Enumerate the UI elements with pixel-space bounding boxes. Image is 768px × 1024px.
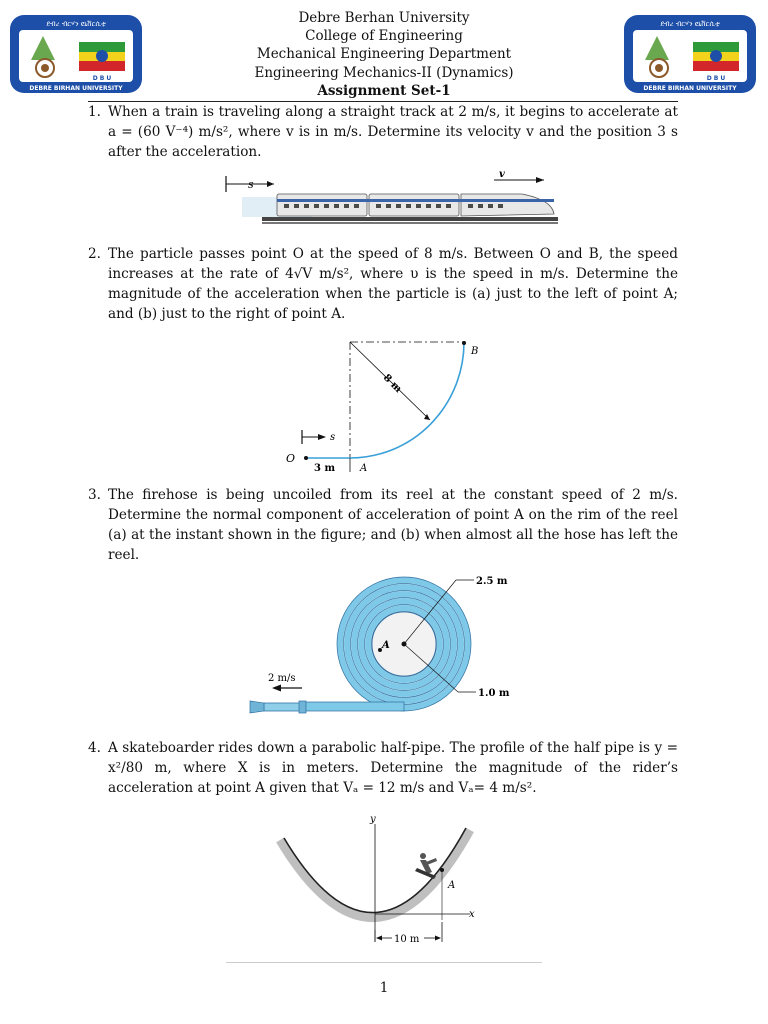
svg-text:v: v (499, 170, 505, 180)
svg-text:D B U: D B U (706, 75, 726, 82)
university-name: Debre Berhan University (298, 10, 470, 26)
problem-text: When a train is traveling along a straight track at 2 m/s, it begins to accelerate at a = (60 V⁻⁴) m/s², where v is in m/s. Determine its velocity v and the position 3 s after the acceleration. (108, 104, 678, 160)
half-pipe-figure (276, 810, 486, 950)
problem-number: 4. (88, 740, 101, 756)
problem-4 (88, 738, 678, 798)
svg-text:DEBRE BIRHAN UNIVERSITY: DEBRE BIRHAN UNIVERSITY (29, 85, 123, 92)
svg-text:y: y (370, 814, 376, 825)
svg-text:2.5 m: 2.5 m (476, 576, 508, 587)
assignment-title: Assignment Set-1 (317, 82, 451, 99)
problem-text: The firehose is being uncoiled from its reel at the constant speed of 2 m/s. Determine the normal component of acceleration of point A on the rim of the reel (a) at the instant shown in the figure; and (b) when almost all the hose has left the reel. (108, 487, 678, 563)
university-logo-left (9, 14, 143, 94)
problem-text: A skateboarder rides down a parabolic half-pipe. The profile of the half pipe is y = x²/80 m, where X is in meters. Determine the magnitude of the rider’s acceleration at point A given that Vₐ = 12 m/s and Vₐ= 4 m/s². (108, 740, 678, 796)
footer-rule (226, 962, 542, 963)
svg-text:D B U: D B U (92, 75, 112, 82)
problem-number: 1. (88, 104, 101, 120)
department-name: Mechanical Engineering Department (256, 46, 512, 63)
particle-path-figure (280, 334, 500, 478)
svg-text:A: A (382, 640, 390, 651)
problem-number: 3. (88, 487, 101, 503)
svg-text:3 m: 3 m (314, 463, 336, 474)
svg-text:ደብረ ብርሃን ዩኒቨርሲቲ: ደብረ ብርሃን ዩኒቨርሲቲ (660, 20, 720, 28)
problem-number: 2. (88, 246, 101, 262)
svg-text:s: s (248, 178, 254, 191)
problem-3 (88, 485, 678, 565)
problem-text: The particle passes point O at the speed of 8 m/s. Between O and B, the speed increases at the rate of 4√V m/s², where υ is the speed in m/s. Determine the magnitude of the acceleration when the particle is (a) just to the left of point A; and (b) just to the right of point A. (108, 246, 678, 322)
svg-text:1.0 m: 1.0 m (478, 688, 510, 699)
svg-text:B: B (471, 346, 479, 357)
svg-text:2 m/s: 2 m/s (268, 673, 296, 684)
train-figure (222, 170, 562, 230)
svg-text:s: s (330, 432, 336, 443)
svg-text:8 m: 8 m (380, 372, 404, 395)
page-number: 1 (379, 980, 389, 996)
course-name: Engineering Mechanics-II (Dynamics) (254, 64, 514, 81)
svg-text:A: A (448, 880, 456, 891)
svg-text:DEBRE BIRHAN UNIVERSITY: DEBRE BIRHAN UNIVERSITY (643, 85, 737, 92)
problem-1 (88, 102, 678, 162)
problem-2 (88, 244, 678, 324)
svg-text:10 m: 10 m (394, 934, 420, 945)
svg-text:ደብረ ብርሃን ዩኒቨርሲቲ: ደብረ ብርሃን ዩኒቨርሲቲ (46, 20, 106, 28)
document-header (200, 9, 568, 100)
svg-text:A: A (360, 463, 368, 474)
svg-text:x: x (469, 909, 475, 920)
college-name: College of Engineering (305, 28, 463, 45)
svg-text:O: O (286, 452, 296, 465)
firehose-reel-figure (244, 574, 534, 724)
university-logo-right (623, 14, 757, 94)
